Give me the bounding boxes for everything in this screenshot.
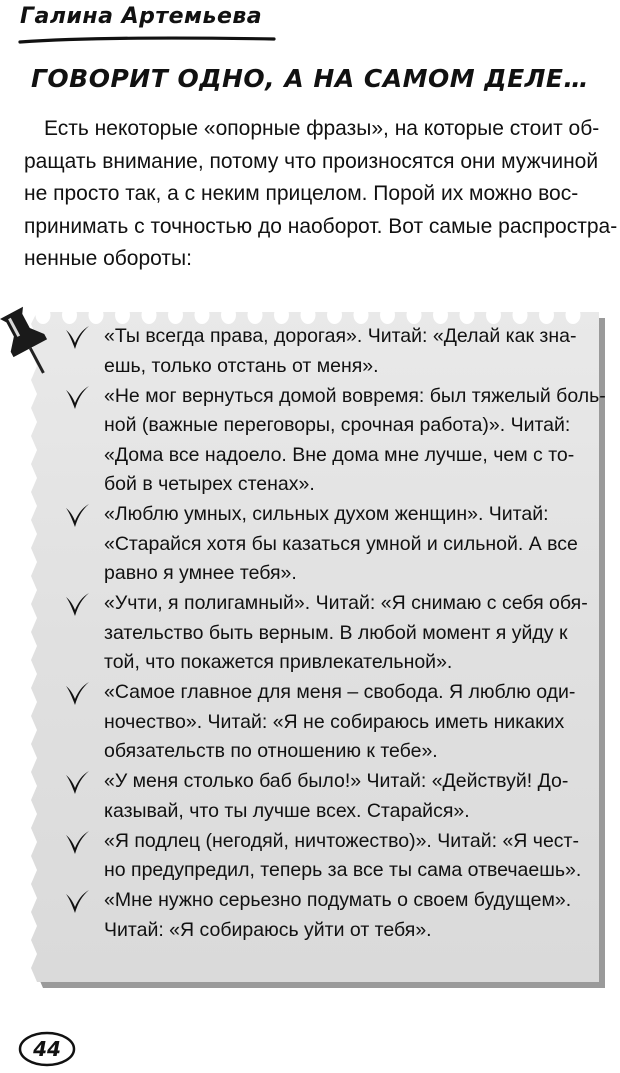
list-item-line: обязательств по отношению к тебе». — [104, 740, 438, 762]
checkmark-icon — [64, 324, 90, 352]
checkmark-icon — [64, 829, 90, 857]
list-item-line: но предупредил, теперь за все ты сама отвечаешь». — [104, 859, 582, 881]
list-item — [64, 322, 594, 381]
running-head: Галина Артемьева — [20, 4, 263, 29]
section-title: ГОВОРИТ ОДНО, А НА САМОМ ДЕЛЕ… — [30, 64, 589, 93]
page-number-badge — [17, 1030, 77, 1068]
list-item-line: бой в четырех стенах». — [104, 473, 315, 495]
list-item — [64, 500, 594, 589]
checkmark-icon — [64, 769, 90, 797]
list-item — [64, 767, 594, 826]
intro-line: ращать внимание, потому что произносятся они мужчиной — [24, 149, 599, 173]
list-item-line: ночество». Читай: «Я не собираюсь иметь никаких — [104, 710, 565, 733]
list-item — [64, 678, 594, 767]
list-item — [64, 886, 594, 945]
checkmark-icon — [64, 502, 90, 530]
checkmark-icon — [64, 888, 90, 916]
list-item-line: ешь, только отстань от меня». — [104, 354, 379, 377]
intro-line: принимать с точностью до наоборот. Вот самые распростра- — [24, 214, 618, 238]
intro-paragraph — [24, 113, 618, 276]
phrase-list — [64, 322, 606, 946]
running-head-underline — [18, 34, 276, 46]
list-item-line: той, что покажется привлекательной». — [104, 651, 453, 673]
list-item — [64, 382, 606, 500]
list-item-line: «Мне нужно серьезно подумать о своем будущем». — [104, 889, 572, 911]
checkmark-icon — [64, 384, 90, 412]
list-item-line: казывай, что ты лучше всех. Старайся». — [104, 799, 470, 822]
list-item-line: ной (важные переговоры, срочная работа)». Читай: — [104, 414, 571, 436]
list-item-line: «Дома все надоело. Вне дома мне лучше, чем с то- — [104, 443, 575, 466]
intro-line: не просто так, а с неким прицелом. Порой их можно вос- — [24, 182, 579, 205]
list-item-line: «Самое главное для меня – свобода. Я люблю оди- — [104, 681, 576, 703]
list-item-line: зательство быть верным. В любой момент я уйду к — [104, 621, 568, 644]
list-item-line: «Не мог вернуться домой вовремя: был тяжелый боль- — [104, 384, 606, 407]
list-item-line: «Старайся хотя бы казаться умной и сильной. А все — [104, 532, 578, 555]
page-number: 44 — [33, 1037, 61, 1061]
list-item-line: «У меня столько баб было!» Читай: «Действуй! До- — [104, 770, 569, 792]
list-item — [64, 589, 594, 678]
list-item — [64, 827, 594, 886]
list-item-line: равно я умнее тебя». — [104, 562, 297, 584]
list-item-line: «Ты всегда права, дорогая». Читай: «Делай как зна- — [104, 325, 577, 347]
pushpin-icon — [0, 305, 54, 379]
intro-line: Есть некоторые «опорные фразы», на которые стоит об- — [44, 117, 600, 140]
list-item-line: «Я подлец (негодяй, ничтожество)». Читай: «Я чест- — [104, 829, 579, 852]
intro-line: ненные обороты: — [24, 247, 192, 270]
list-item-line: «Учти, я полигамный». Читай: «Я снимаю с себя обя- — [104, 592, 588, 614]
checkmark-icon — [64, 591, 90, 619]
list-item-line: Читай: «Я собираюсь уйти от тебя». — [104, 918, 432, 941]
list-item-line: «Люблю умных, сильных духом женщин». Читай: — [104, 503, 549, 525]
checkmark-icon — [64, 680, 90, 708]
